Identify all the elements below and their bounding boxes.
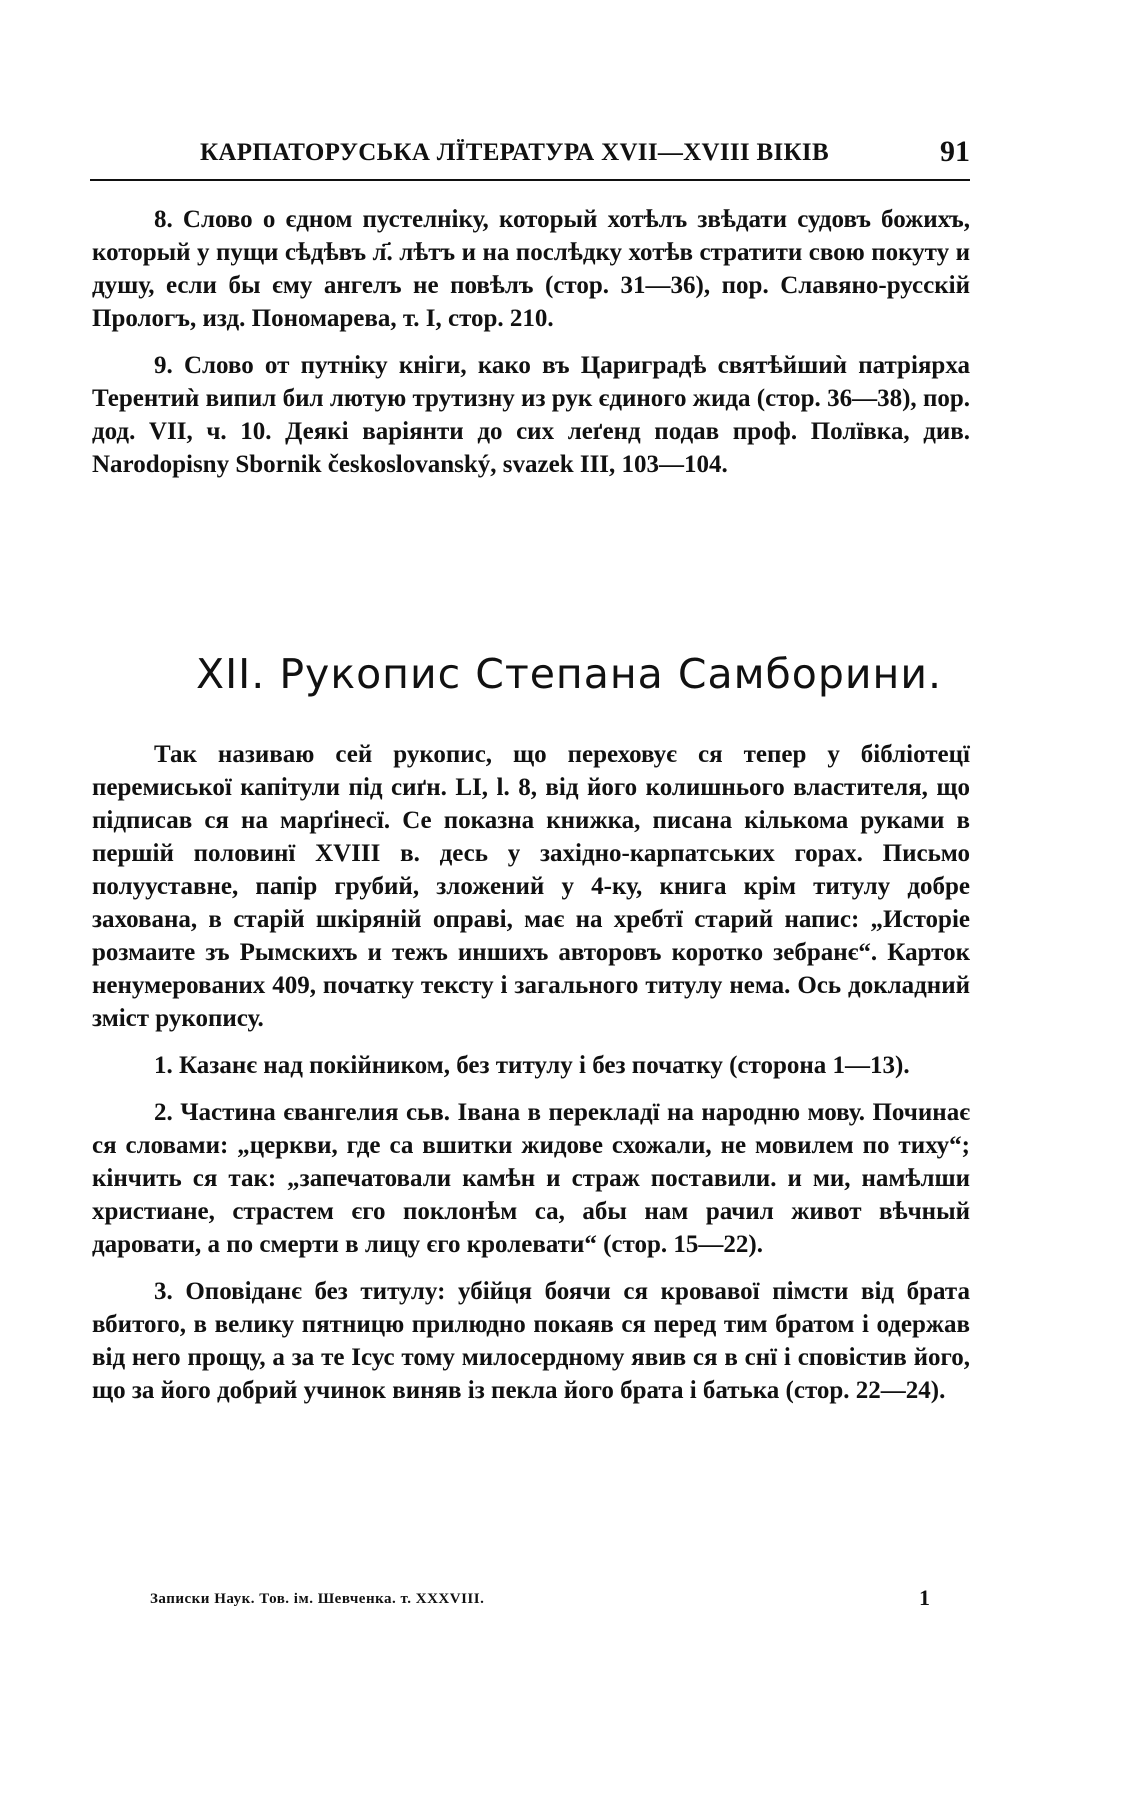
page-number: 91 <box>940 135 970 168</box>
running-title: КАРПАТОРУСЬКА ЛЇТЕРАТУРА XVII—XVIII ВІКІВ <box>200 139 829 166</box>
page-footer <box>150 1585 930 1615</box>
intro-paragraph: Так називаю сей рукопис, що переховує ся тепер у бібліотецї перемиської капітули під сиґн. LI, l. 8, від його колишнього властителя, що підписав ся на марґінесї. Се показна книжка, писана кількома руками в першій половинї XVIII в. десь у західно-карпатських горах. Письмо полууставне, папір грубий, зложений у 4-ку, книга крім титулу добре захована, в старій шкіряній оправі, має на хребтї старий напис: „Исторіе розмаите зъ Рымскихъ и тежъ иншихъ авторовъ коротко зебранє“. Карток ненумерованих 409, початку тексту і загального титулу нема. Ось докладний зміст рукопису. <box>92 741 970 1032</box>
list-item: 2. Частина євангелия сьв. Івана в перекладї на народню мову. Починає ся словами: „церкви, где са вшитки жидове схожали, не мовилем по тиху“; кінчить ся так: „запечатовали камѣн и страж поставили. и ми, намѣлши христиане, страстем єго поклонѣм са, абы нам рачил живот вѣчный даровати, а по смерти в лицу єго кролевати“ (стор. 15—22). <box>92 1099 970 1258</box>
page-header <box>90 135 970 181</box>
signature-mark: 1 <box>919 1585 930 1610</box>
section-title: XII. Рукопис Степана Самборини. <box>196 650 943 698</box>
intro-items <box>92 203 970 481</box>
list-item: 1. Казанє над покійником, без титулу і без початку (сторона 1—13). <box>154 1052 910 1079</box>
journal-footnote: Записки Наук. Тов. ім. Шевченка. т. XXXVIII. <box>150 1591 485 1607</box>
list-item: 9. Слово от путніку кніги, како въ Цариградѣ святѣйшиѝ патріярха Терентиѝ випил бил лютую трутизну из рук єдиного жида (стор. 36—38), пор. дод. VII, ч. 10. Деякі варіянти до сих леґенд подав проф. Полївка, див. Narodopisny Sbornik českoslovanský, svazek III, 103—104. <box>92 352 970 478</box>
section-body <box>92 738 970 1407</box>
list-item: 8. Слово о єдном пустелніку, который хотѣлъ звѣдати судовъ божихъ, который у пущи сѣдѣвъ л҃. лѣтъ и на послѣдку хотѣв стратити свою покуту и душу, если бы єму ангелъ не повѣлъ (стор. 31—36), пор. Славяно-русскій Прологъ, изд. Пономарева, т. I, стор. 210. <box>92 206 970 332</box>
list-item: 3. Оповіданє без титулу: убійця боячи ся кровавої пімсти від брата вбитого, в велику пятницю прилюдно покаяв ся перед тим братом і одержав від него прощу, а за те Ісус тому милосердному явив ся в снї і сповістив його, що за його добрий учинок виняв із пекла його брата і батька (стор. 22—24). <box>92 1278 970 1404</box>
